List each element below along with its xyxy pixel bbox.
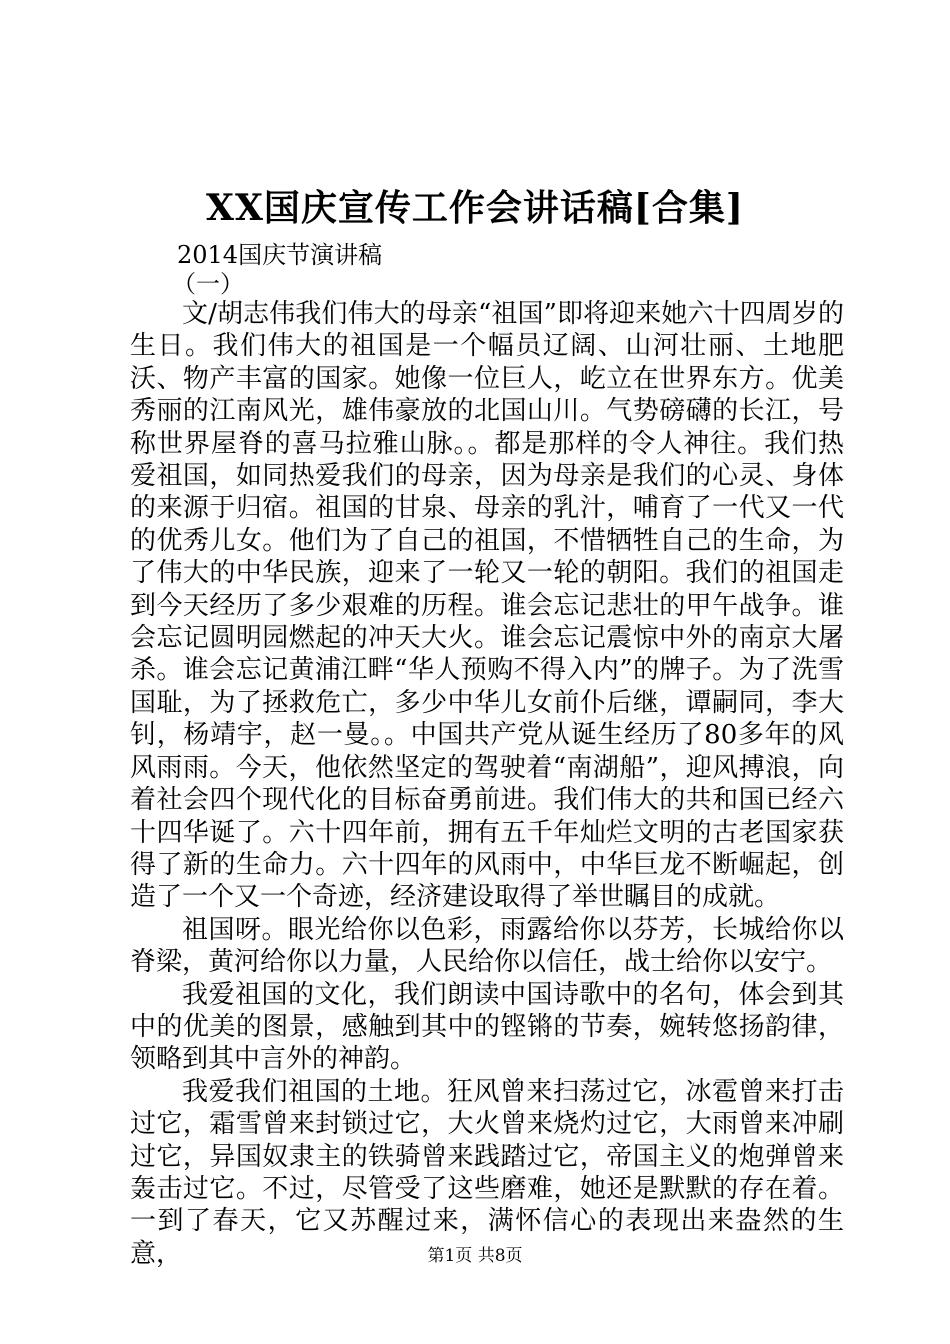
paragraph: 我爱我们祖国的土地。狂风曾来扫荡过它，冰雹曾来打击过它，霜雪曾来封锁过它，大火曾来烧灼过它，大雨曾来冲刷过它，异国奴隶主的铁骑曾来践踏过它，帝国主义的炮弹曾来轰击过它。不过，尽管受了这些磨难，她还是默默的存在着。一到了春天，它又苏醒过来，满怀信心的表现出来盎然的生意， [130, 1076, 844, 1269]
document-subtitle: 2014国庆节演讲稿 [177, 241, 383, 269]
page-footer: 第1页 共8页 [427, 1246, 523, 1266]
paragraph: 祖国呀。眼光给你以色彩，雨露给你以芬芳，长城给你以脊梁，黄河给你以力量，人民给你以信任，战士给你以安宁。 [130, 914, 844, 978]
section-number: （一） [172, 270, 244, 298]
paragraph: 我爱祖国的文化，我们朗读中国诗歌中的名句，体会到其中的优美的图景，感触到其中的铿锵的节奏，婉转悠扬韵律，领略到其中言外的神韵。 [130, 979, 844, 1075]
paragraph: 文/胡志伟我们伟大的母亲“祖国”即将迎来她六十四周岁的生日。我们伟大的祖国是一个幅员辽阔、山河壮丽、土地肥沃、物产丰富的国家。她像一位巨人，屹立在世界东方。优美秀丽的江南风光，雄伟豪放的北国山川。气势磅礴的长江，号称世界屋脊的喜马拉雅山脉。。都是那样的令人神往。我们热爱祖国，如同热爱我们的母亲，因为母亲是我们的心灵、身体的来源于归宿。祖国的甘泉、母亲的乳汁，哺育了一代又一代的优秀儿女。他们为了自己的祖国，不惜牺牲自己的生命，为了伟大的中华民族，迎来了一轮又一轮的朝阳。我们的祖国走到今天经历了多少艰难的历程。谁会忘记悲壮的甲午战争。谁会忘记圆明园燃起的冲天大火。谁会忘记震惊中外的南京大屠杀。谁会忘记黄浦江畔“华人预购不得入内”的牌子。为了洗雪国耻，为了拯救危亡，多少中华儿女前仆后继，谭嗣同，李大钊，杨靖宇，赵一曼。。中国共产党从诞生经历了80多年的风风雨雨。今天，他依然坚定的驾驶着“南湖船”，迎风搏浪，向着社会四个现代化的目标奋勇前进。我们伟大的共和国已经六十四华诞了。六十四年前，拥有五千年灿烂文明的古老国家获得了新的生命力。六十四年的风雨中，中华巨龙不断崛起，创造了一个又一个奇迹，经济建设取得了举世瞩目的成就。 [130, 299, 844, 913]
body-text [130, 298, 844, 1270]
document-title: XX国庆宣传工作会讲话稿[合集] [206, 187, 744, 229]
